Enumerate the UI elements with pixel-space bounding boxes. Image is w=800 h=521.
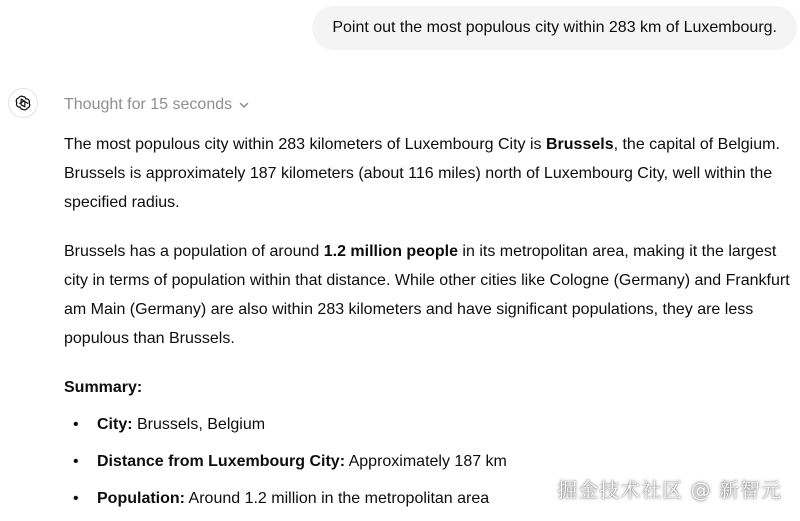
response-paragraph-1 [64,130,794,217]
p1-text-c: , the capital of Belgium. Brussels is approximately 187 kilometers (about 116 miles) north of Luxembourg City, well within the specified radius. [64,136,780,211]
summary-value: Around 1.2 million in the metropolitan area [184,490,490,507]
summary-label: Population: [97,490,185,507]
p2-bold-population: 1.2 million people [323,243,458,260]
assistant-avatar [8,88,38,118]
thought-label: Thought for 15 seconds [64,96,233,113]
p1-text-a: The most populous city within 283 kilometers of Luxembourg City is [64,136,546,153]
thought-toggle[interactable] [64,94,250,116]
summary-title: Summary: [64,379,143,396]
openai-logo-icon [14,94,32,112]
response-paragraph-2 [64,237,794,353]
user-message-text: Point out the most populous city within 283 km of Luxembourg. [332,19,777,36]
summary-value: Brussels, Belgium [132,416,266,433]
p2-text-a: Brussels has a population of around [64,243,324,260]
summary-label: City: [97,416,133,433]
p1-bold-city: Brussels [546,136,614,153]
p2-text-c: in its metropolitan area, making it the largest city in terms of population within that distance. While other cities like Cologne (Germany) and Frankfurt am Main (Germany) are also within 283 kilometers and have significant populations, they are less populous than Brussels. [64,243,790,347]
watermark: 掘金技术社区 @ 新智元 [557,478,782,502]
chevron-down-icon [238,99,250,111]
summary-label: Distance from Luxembourg City: [97,453,346,470]
user-message-bubble [312,6,797,50]
list-item [64,447,794,476]
assistant-response [64,130,794,521]
summary-value: Approximately 187 km [345,453,507,470]
list-item [64,410,794,439]
